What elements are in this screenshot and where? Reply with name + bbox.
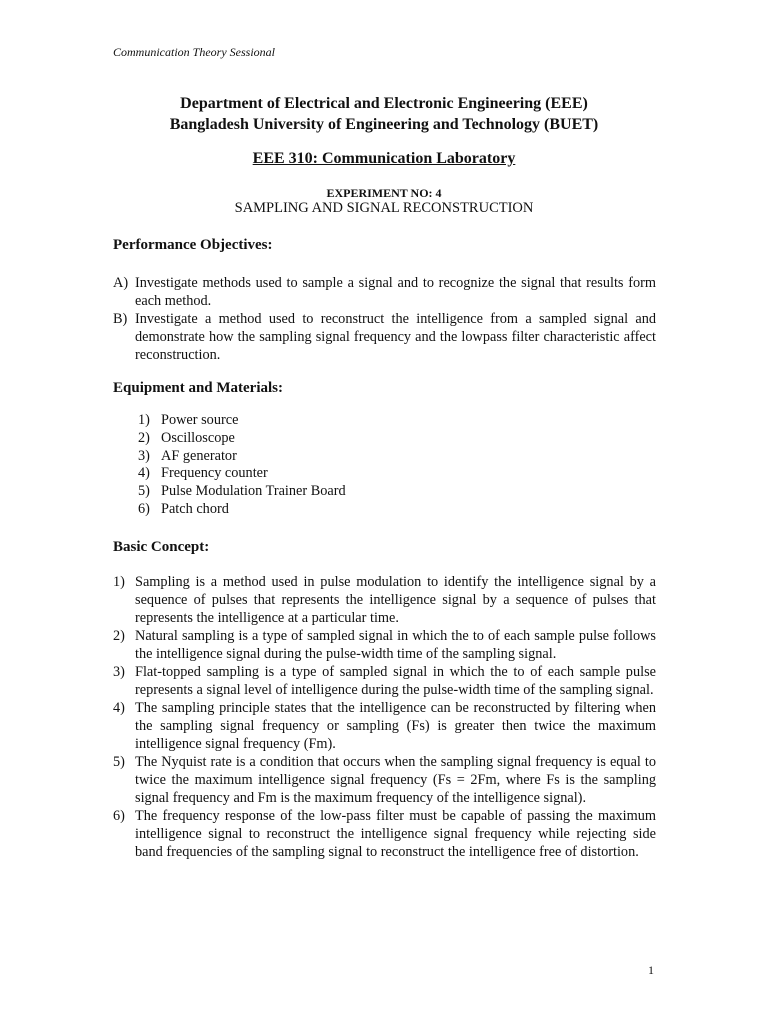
list-marker: B) (113, 311, 128, 327)
concept-heading: Basic Concept: (113, 539, 210, 555)
experiment-title: SAMPLING AND SIGNAL RECONSTRUCTION (234, 200, 534, 216)
concept-item (113, 753, 656, 807)
department-block (0, 93, 768, 135)
objective-item (113, 310, 656, 364)
experiment-number: EXPERIMENT NO: 4 (326, 186, 442, 200)
concept-item (113, 663, 656, 699)
list-marker: 2) (113, 628, 125, 644)
concept-text: Flat-topped sampling is a type of sampled signal in which the to of each sample pulse represents a signal level of intelligence during the pulse-width time of the sampling signal. (135, 664, 656, 698)
equipment-item (138, 465, 538, 483)
equipment-text: AF generator (161, 447, 237, 464)
equipment-item (138, 501, 538, 519)
concept-text: Natural sampling is a type of sampled signal in which the to of each sample pulse follows the intelligence signal during the pulse-width time of the sampling signal. (135, 628, 656, 662)
university-name: Bangladesh University of Engineering and Technology (BUET) (169, 116, 599, 133)
concept-list (113, 573, 656, 861)
objectives-heading: Performance Objectives: (113, 237, 273, 253)
list-marker: 3) (138, 447, 150, 464)
running-header: Communication Theory Sessional (113, 45, 275, 59)
equipment-text: Power source (161, 412, 239, 428)
page-number: 1 (648, 963, 654, 977)
list-marker: 6) (138, 500, 150, 517)
equipment-text: Oscilloscope (161, 429, 235, 446)
concept-item (113, 573, 656, 627)
equipment-item (138, 412, 538, 430)
equipment-list (138, 412, 538, 519)
concept-text: The frequency response of the low-pass filter must be capable of passing the maximum intelligence signal to reconstruct the intelligence signal frequency while rejecting side band frequencies of the sampling signal to reconstruct the intelligence free of distortion. (135, 808, 656, 860)
equipment-text: Frequency counter (161, 465, 268, 482)
list-marker: 5) (113, 754, 125, 770)
equipment-item (138, 483, 538, 501)
equipment-heading: Equipment and Materials: (113, 380, 284, 396)
list-marker: 2) (138, 429, 150, 446)
concept-text: The Nyquist rate is a condition that occurs when the sampling signal frequency is equal to twice the maximum intelligence signal frequency (Fs = 2Fm, where Fs is the sampling signal frequency and Fm is the maximum frequency of the intelligence signal). (135, 754, 656, 806)
list-marker: 4) (138, 465, 150, 482)
objective-text: Investigate methods used to sample a signal and to recognize the signal that results form each method. (135, 275, 656, 309)
objective-item (113, 274, 656, 310)
equipment-text: Patch chord (161, 500, 229, 517)
list-marker: 1) (138, 412, 150, 428)
objectives-list (113, 274, 656, 364)
concept-text: Sampling is a method used in pulse modulation to identify the intelligence signal by a sequence of pulses that represents the intelligence signal by a sequence of pulses that represents the intelligence at a particular time. (135, 574, 656, 626)
list-marker: 6) (113, 808, 125, 824)
concept-item (113, 699, 656, 753)
list-marker: 4) (113, 700, 125, 716)
equipment-item (138, 448, 538, 466)
list-marker: A) (113, 275, 129, 291)
course-title-text: EEE 310: Communication Laboratory (252, 150, 516, 167)
list-marker: 3) (113, 664, 125, 680)
objective-text: Investigate a method used to reconstruct the intelligence from a sampled signal and demonstrate how the sampling signal frequency and the lowpass filter characteristic affect reconstruction. (135, 311, 656, 363)
equipment-item (138, 430, 538, 448)
equipment-text: Pulse Modulation Trainer Board (161, 483, 346, 500)
list-marker: 1) (113, 574, 125, 590)
course-title (0, 150, 768, 168)
department-name: Department of Electrical and Electronic Engineering (EEE) (180, 95, 588, 112)
list-marker: 5) (138, 483, 150, 500)
concept-item (113, 807, 656, 861)
concept-text: The sampling principle states that the intelligence can be reconstructed by filtering when the sampling signal frequency or sampling (Fs) is greater then twice the maximum intelligence signal frequency (Fm). (135, 700, 656, 752)
concept-item (113, 627, 656, 663)
